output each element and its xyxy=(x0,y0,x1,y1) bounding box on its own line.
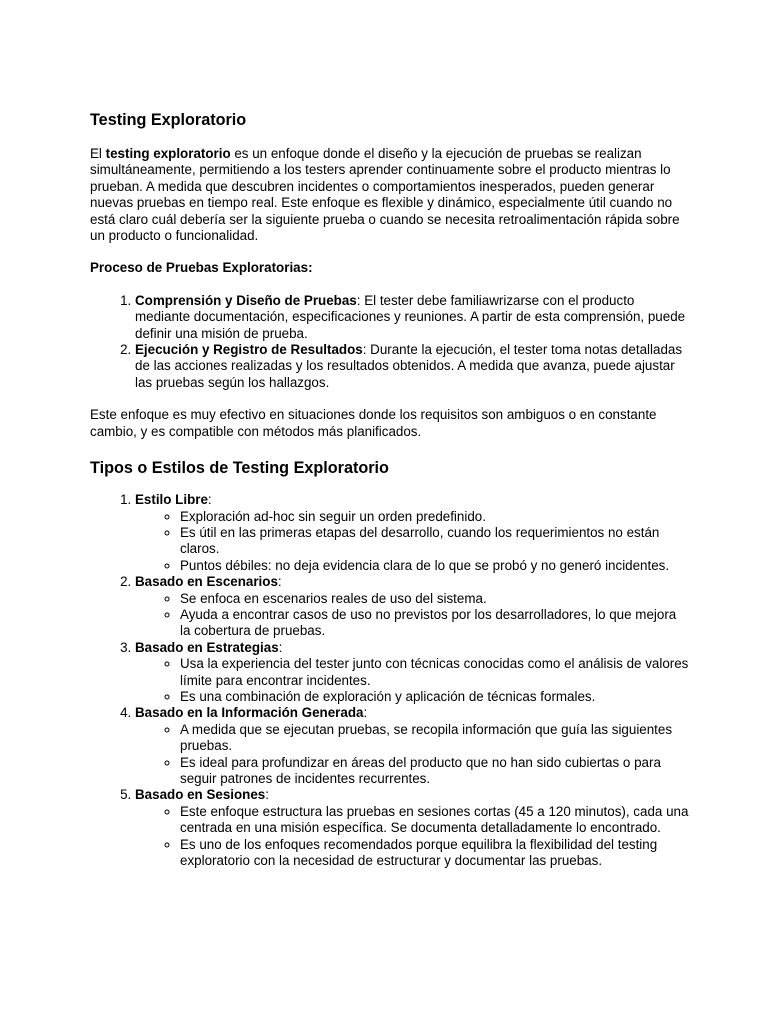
type-bullet: ◦ Ayuda a encontrar casos de uso no previstos por los desarrolladores, lo que mejora la cobertura de pruebas. xyxy=(180,607,690,640)
type-term: Basado en Sesiones xyxy=(135,787,266,803)
intro-text: es un enfoque donde el diseño y la ejecución de pruebas se realizan simultáneamente, permitiendo a los testers aprender continuamente sobre el producto mientras lo prueban. A medida que descubren incidentes o comportamientos inesperados, pueden generar nuevas pruebas en tiempo real. Este enfoque es flexible y dinámico, especialmente útil cuando no está claro cuál debería ser la siguiente prueba o cuando se necesita retroalimentación rápida sobre un producto o funcionalidad. xyxy=(90,146,680,244)
type-term: Estilo Libre xyxy=(135,492,208,508)
process-step-term: Ejecución y Registro de Resultados xyxy=(135,342,363,358)
types-list xyxy=(90,492,690,869)
type-item xyxy=(135,492,690,574)
intro-bold-term: testing exploratorio xyxy=(105,146,231,161)
type-bullet: ◦ Puntos débiles: no deja evidencia clara de lo que se probó y no generó incidentes. xyxy=(180,558,690,574)
type-bullet: ◦ Es uno de los enfoques recomendados porque equilibra la flexibilidad del testing exploratorio con la necesidad de estructurar y documentar las pruebas. xyxy=(180,837,690,870)
process-step xyxy=(135,342,690,391)
document-title: Testing Exploratorio xyxy=(90,111,247,129)
type-colon: : xyxy=(278,639,283,655)
type-bullet: ◦ Usa la experiencia del tester junto con técnicas conocidas como el análisis de valores límite para encontrar incidentes. xyxy=(180,656,690,689)
type-term: Basado en Escenarios xyxy=(135,574,278,590)
intro-paragraph xyxy=(90,146,690,244)
closing-paragraph: Este enfoque es muy efectivo en situaciones donde los requisitos son ambiguos o en constante cambio, y es compatible con métodos más planificados. xyxy=(90,407,657,439)
types-section-title: Tipos o Estilos de Testing Exploratorio xyxy=(90,459,389,478)
process-heading xyxy=(90,260,690,276)
type-colon: : xyxy=(265,787,269,803)
process-step-term: Comprensión y Diseño de Pruebas xyxy=(135,292,357,308)
type-bullets xyxy=(135,804,690,870)
process-step xyxy=(135,293,690,342)
process-step-text: : El tester debe familiawrizarse con el producto mediante documentación, especificaciones y reuniones. A partir de esta comprensión, puede definir una misión de prueba. xyxy=(135,292,686,341)
type-item xyxy=(135,787,690,869)
type-item xyxy=(135,640,690,706)
process-heading-text: Proceso de Pruebas Exploratorias xyxy=(90,260,309,276)
type-bullets xyxy=(135,656,690,705)
intro-prefix: El xyxy=(90,146,106,161)
type-bullet: ◦ Este enfoque estructura las pruebas en sesiones cortas (45 a 120 minutos), cada una centrada en una misión específica. Se documenta detalladamente lo encontrado. xyxy=(180,804,690,837)
type-bullet: ◦ Es una combinación de exploración y aplicación de técnicas formales. xyxy=(180,689,690,705)
process-heading-colon: : xyxy=(308,260,313,276)
type-colon: : xyxy=(277,574,282,590)
type-term: Basado en Estrategias xyxy=(135,639,279,655)
process-step-text: : Durante la ejecución, el tester toma notas detalladas de las acciones realizadas y los resultados obtenidos. A medida que avanza, puede ajustar las pruebas según los hallazgos. xyxy=(135,342,683,390)
type-colon: : xyxy=(207,492,212,508)
type-bullets xyxy=(135,509,690,575)
type-item xyxy=(135,705,690,787)
type-bullets xyxy=(135,591,690,640)
type-bullet: ◦ Es ideal para profundizar en áreas del producto que no han sido cubiertas o para seguir patrones de incidentes recurrentes. xyxy=(180,755,690,788)
type-bullets xyxy=(135,722,690,788)
document-page xyxy=(90,110,690,869)
type-term: Basado en la Información Generada xyxy=(135,705,364,721)
type-item xyxy=(135,574,690,640)
type-bullet: ◦ A medida que se ejecutan pruebas, se recopila información que guía las siguientes pruebas. xyxy=(180,722,690,755)
process-steps-list xyxy=(90,293,690,391)
type-colon: : xyxy=(363,705,368,721)
type-bullet: ◦ Se enfoca en escenarios reales de uso del sistema. xyxy=(180,591,690,607)
type-bullet: ◦ Es útil en las primeras etapas del desarrollo, cuando los requerimientos no están claros. xyxy=(180,525,690,558)
type-bullet: ◦ Exploración ad-hoc sin seguir un orden predefinido. xyxy=(180,509,690,525)
